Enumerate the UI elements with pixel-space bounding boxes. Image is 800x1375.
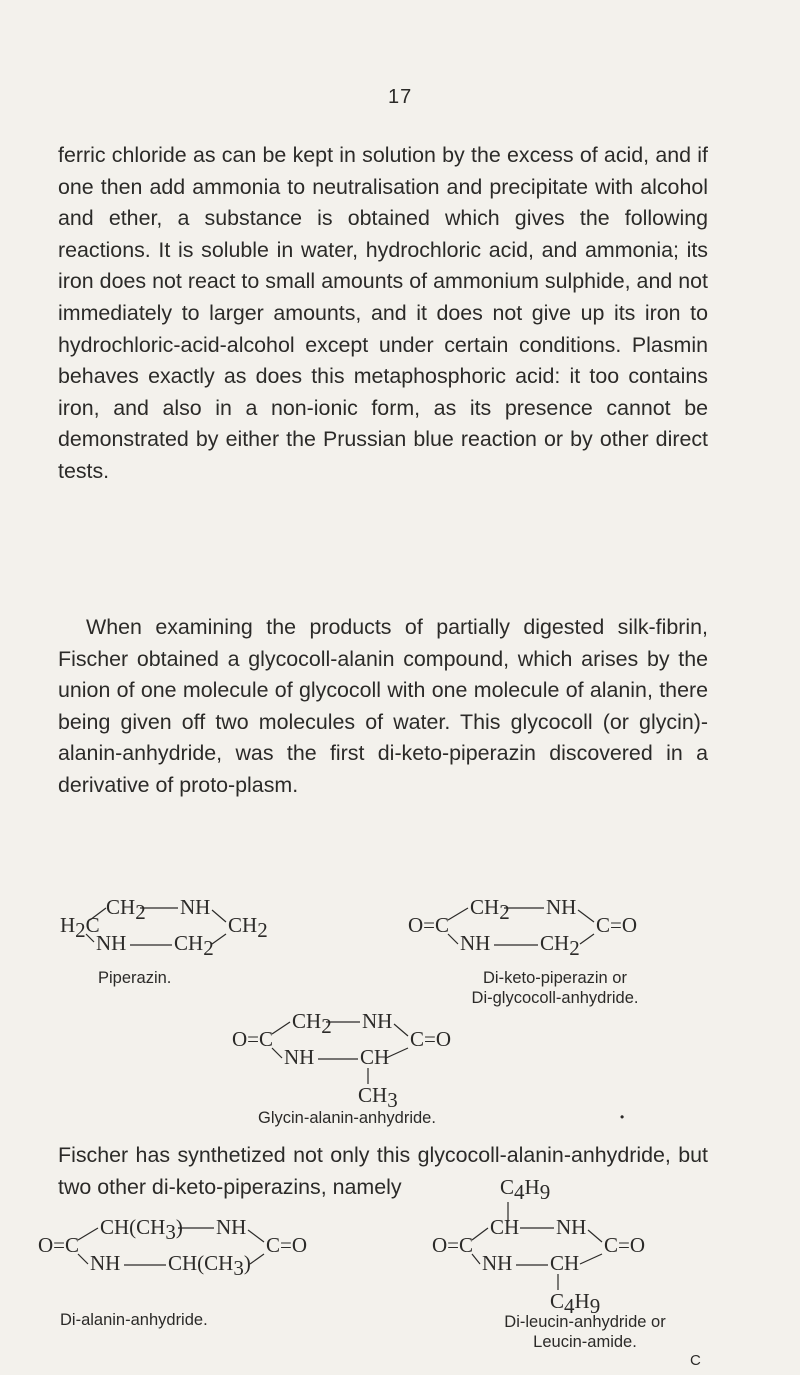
c-eq-o-right: C=O [266, 1233, 308, 1257]
ch-ch3-top: CH(CH3) [100, 1215, 183, 1244]
nh-bottom: NH [460, 931, 491, 955]
c-eq-o-right: C=O [410, 1027, 452, 1051]
o-eq-c-left: O=C [408, 913, 450, 937]
ch3: CH3 [358, 1083, 398, 1112]
c-eq-o-right: C=O [596, 913, 638, 937]
dialanin-structure [38, 1215, 338, 1280]
diketo-caption [420, 968, 690, 1008]
o-eq-c-left: O=C [432, 1233, 474, 1257]
ch2-bottom: CH2 [174, 931, 214, 960]
diketo-formula [408, 895, 708, 964]
ch2-top: CH2 [470, 895, 510, 924]
nh-top: NH [180, 895, 211, 919]
dileucin-caption-line1: Di-leucin-anhydride or [504, 1313, 666, 1331]
dileucin-caption-line2: Leucin-amide. [533, 1333, 637, 1351]
stray-mark: • [620, 1110, 625, 1124]
paragraph-3-text: Fischer has synthetized not only this glycocoll-alanin-anhydride, but two other di-keto-piperazins, namely [58, 1143, 708, 1199]
piperazin-structure [60, 895, 290, 960]
ch-ch3-bottom: CH(CH3) [168, 1251, 251, 1280]
ch2-bottom: CH2 [540, 931, 580, 960]
ch2-top: CH2 [292, 1009, 332, 1038]
nh-bottom: NH [482, 1251, 513, 1275]
c4h9-top: C4H9 [500, 1175, 551, 1204]
glycin-alanin-caption: Glycin-alanin-anhydride. [258, 1109, 436, 1127]
dialanin-caption: Di-alanin-anhydride. [60, 1311, 208, 1329]
c4h9-bottom: C4H9 [550, 1289, 601, 1318]
paragraph-1: ferric chloride as can be kept in solution by the excess of acid, and if one then add ammonia to neutralisation and precipitate with alcohol and ether, a substance is obtained which gives the following reactions. It is soluble in water, hydrochloric acid, and ammonia; its iron does not react to small amounts of ammonium sulphide, and not immediately to larger amounts, and it does not give up its iron to hydrochloric-acid-alcohol except under certain conditions. Plasmin behaves exactly as does this metaphosphoric acid: it too contains iron, and also in a non-ionic form, as its presence cannot be demonstrated by either the Prussian blue reaction or by other direct tests. [58, 143, 708, 483]
glycin-alanin-formula [232, 1009, 492, 1114]
diketo-structure [408, 895, 708, 960]
nh-bottom: NH [96, 931, 127, 955]
c-eq-o-right: C=O [604, 1233, 646, 1257]
dileucin-structure [432, 1176, 732, 1316]
diketo-caption-line1: Di-keto-piperazin or [483, 969, 627, 987]
page-signature: C [690, 1352, 701, 1369]
piperazin-formula [60, 895, 290, 964]
paragraph-2: When examining the products of partially digested silk-fibrin, Fischer obtained a glycocoll-alanin compound, which arises by the union of one molecule of glycocoll with one molecule of alanin, there being given off two molecules of water. This glycocoll (or glycin)-alanin-anhydride, was the first di-keto-piperazin discovered in a derivative of proto-plasm. [58, 615, 708, 797]
dileucin-formula [432, 1176, 732, 1322]
piperazin-caption: Piperazin. [98, 969, 172, 987]
dialanin-formula [38, 1215, 338, 1284]
diketo-caption-line2: Di-glycocoll-anhydride. [471, 989, 639, 1007]
nh-top: NH [556, 1215, 587, 1239]
ch-bottom: CH [550, 1251, 580, 1275]
nh-top: NH [362, 1009, 393, 1033]
dileucin-caption [470, 1312, 700, 1352]
o-eq-c-left: O=C [38, 1233, 80, 1257]
nh-bottom: NH [284, 1045, 315, 1069]
o-eq-c-left: O=C [232, 1027, 274, 1051]
nh-bottom: NH [90, 1251, 121, 1275]
ch2-right: CH2 [228, 913, 268, 942]
ch-bottom: CH [360, 1045, 390, 1069]
nh-top: NH [546, 895, 577, 919]
page-number: 17 [388, 86, 413, 108]
ch-top: CH [490, 1215, 520, 1239]
h2c-label: H2C [60, 913, 100, 942]
nh-top: NH [216, 1215, 247, 1239]
glycin-alanin-structure [232, 1009, 492, 1112]
ch2-top-left: CH2 [106, 895, 146, 924]
